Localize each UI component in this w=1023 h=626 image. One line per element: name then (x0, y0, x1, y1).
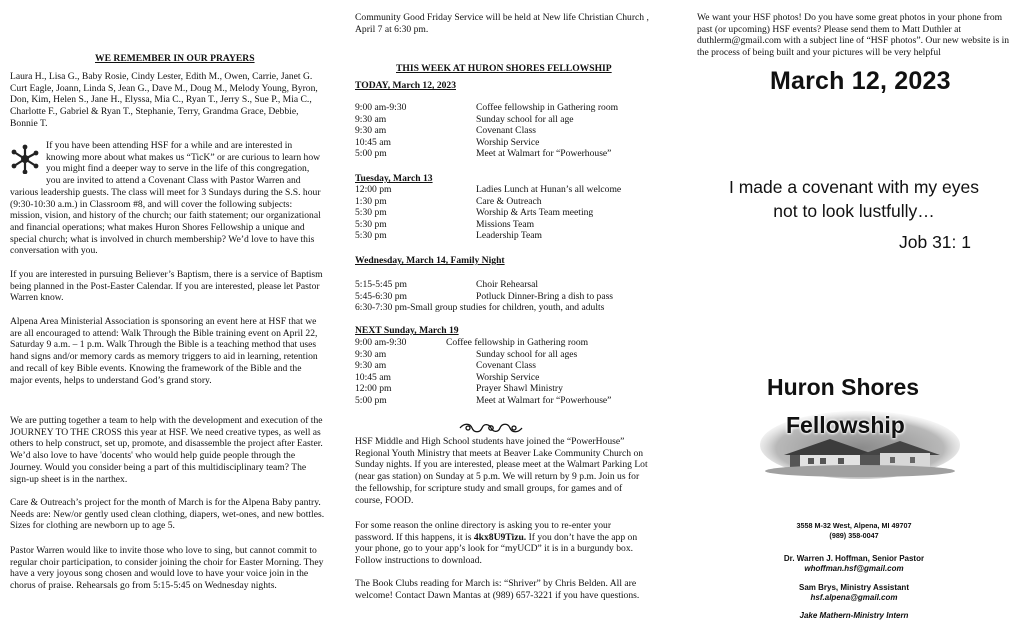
today-heading: TODAY, March 12, 2023 (355, 80, 457, 91)
care-outreach-notice: Care & Outreach’s project for the month of March is for the Alpena Baby pantry. Needs are: New/or gently used clean clothing, diapers, wet-ones, and new bottles. Sizes for clothing are newborn up to age 5. (10, 497, 325, 532)
good-friday-notice: Community Good Friday Service will be held at New life Christian Church , April 7 at 6:30 pm. (355, 12, 649, 35)
church-phone: (989) 358-0047 (829, 531, 879, 540)
schedule-row: 9:30 am Sunday school for all age (355, 113, 574, 125)
week-heading: THIS WEEK AT HURON SHORES FELLOWSHIP (396, 63, 612, 74)
journey-notice: We are putting together a team to help with the development and execution of the JOURNEY TO THE CROSS this year at HSF. We need creative types, as well as others to help construct, set up, promote, and disassemble the project after Easter. We’d also love to have 'docents' who would help guide people through the Journey. Would you consider being a part of this multidisciplinary team? The sign-up sheet is in the narthex. (10, 415, 323, 485)
schedule-row: 5:00 pm Meet at Walmart for “Powerhouse” (355, 394, 612, 406)
schedule-row: 5:30 pm Worship & Arts Team meeting (355, 207, 594, 219)
schedule-row: 12:00 pm Prayer Shawl Ministry (355, 383, 563, 395)
choir-notice: Pastor Warren would like to invite those who love to sing, but cannot commit to regular choir participation, to consider joining the choir for Easter Morning. They have a very joyous song chosen and would love to have your voice join in the chorus of praise. Rehearsals go from 5:15-5:45 on Wednesday nights. (10, 545, 324, 592)
ministerial-notice: Alpena Area Ministerial Association is sponsoring an event here at HSF that we are all encouraged to attend: Walk Through the Bible training event on April 22, Saturday 9 a.m. – 1 p.m. Walk Through the Bible is a teaching method that uses hand signs and/or memory cards as memory triggers to aid in learning, retention and recall of key Bible events. Knowing the framework of the Bible and the major events, helps to understand God’s grand story. (10, 316, 318, 386)
schedule-row: 10:45 am Worship Service (355, 371, 540, 383)
wednesday-heading: Wednesday, March 14, Family Night (355, 255, 505, 266)
ornament-divider-icon (458, 422, 524, 434)
schedule-row: 9:30 am Covenant Class (355, 125, 536, 137)
schedule-row: 10:45 am Worship Service (355, 136, 540, 148)
schedule-row: 9:30 am Covenant Class (355, 360, 536, 372)
schedule-row: 9:30 am Sunday school for all ages (355, 348, 578, 360)
staff-intern: Jake Mathern-Ministry Intern (799, 611, 909, 620)
church-name-line2: Fellowship (786, 412, 905, 438)
hands-circle-icon (10, 144, 40, 174)
photos-notice: We want your HSF photos! Do you have some great photos in your phone from past (or upcoming) HSF events? Please send them to Matt Duthler at duthlerm@gmail.com with a subject line of “HSF photos”. Our new website is in the process of being built and your pictures will be very helpful (697, 12, 1010, 59)
prayer-names: Laura H., Lisa G., Baby Rosie, Cindy Lester, Edith M., Owen, Carrie, Janet G. Curt Eagle, Joann, Linda S, Jean G., Dave M., Doug M., Melody Young, Byron, Don, Kim, Helen S., Jane H., Elyssa, Mia C., Ryan T., Jerry S., Sue P., Mia C., Charlotte F., Gabriel & Ryan T., Stephanie, Terry, Grandma Grace, Debbie, Bonnie T. (10, 71, 318, 129)
covenant-class-notice (10, 140, 325, 257)
staff-assistant: Sam Brys, Ministry Assistant hsf.alpena@gmail.com (697, 583, 1011, 603)
pastor-email: whoffman.hsf@gmail.com (804, 564, 904, 573)
scripture-reference: Job 31: 1 (899, 232, 971, 252)
tuesday-heading: Tuesday, March 13 (355, 173, 433, 184)
next-sunday-schedule (355, 337, 650, 407)
baptism-notice: If you are interested in pursuing Believer’s Baptism, there is a service of Baptism being planned in the Post-Easter Calendar. If you are interested, please let Pastor Warren know. (10, 269, 323, 304)
book-clubs-notice: The Book Clubs reading for March is: “Shriver” by Chris Belden. All are welcome! Contact Dawn Mantas at (989) 657-3221 if you have questions. (355, 578, 640, 601)
scripture-verse: I made a covenant with my eyes not to look lustfully… (729, 177, 979, 221)
tuesday-schedule (355, 184, 650, 242)
schedule-row: 5:30 pm Leadership Team (355, 230, 543, 242)
schedule-row: 5:00 pm Meet at Walmart for “Powerhouse” (355, 148, 612, 160)
schedule-row: 5:30 pm Missions Team (355, 218, 535, 230)
directory-password: 4kx8U9Tizu. (473, 531, 527, 543)
powerhouse-notice: HSF Middle and High School students have joined the “PowerHouse” Regional Youth Ministry that meets at Beaver Lake Community Church on Sunday nights. If you are interested, please meet at the Walmart Parking Lot (near gas station) on Sunday at 5 p.m. We will return by 9 p.m. Join us for the fellowship, for scripture study and small groups, for games and of course, FOOD. (355, 436, 648, 506)
staff-pastor: Dr. Warren J. Hoffman, Senior Pastor whoffman.hsf@gmail.com (697, 554, 1011, 574)
schedule-row: 12:00 pm Ladies Lunch at Hunan’s all welcome (355, 184, 622, 195)
directory-notice: For some reason the online directory is asking you to re-enter your password. If this happens, it is 4kx8U9Tizu. If you don’t have the app on your phone, go to your app’s look for “myUCD” it is in a burgundy box. Follow instructions to download. (355, 520, 638, 567)
church-address: 3558 M-32 West, Alpena, MI 49707 (796, 521, 912, 530)
wednesday-schedule (355, 279, 650, 314)
assistant-email: hsf.alpena@gmail.com (810, 593, 898, 602)
covenant-class-text: If you have been attending HSF for a while and are interested in knowing more about what makes us “TicK” or are curious to learn how you might find a deeper way to serve in the life of this congregation, you are invited to attend a Covenant Class with Pastor Warren and various leadership guests. The class will meet for 3 Sundays during the S.S. hour (9:30-10:30 a.m.) in Classroom #8, and will cover the following subjects: mission, vision, and history of the church; our faith statement; our organizational and financial operations; what makes Huron Shores Fellowship a unique and special church; what is involved in church membership? We’d love to have this conversation with you. (10, 140, 321, 257)
prayers-heading: WE REMEMBER IN OUR PRAYERS (95, 53, 255, 64)
next-sunday-heading: NEXT Sunday, March 19 (355, 325, 459, 336)
today-schedule (355, 102, 650, 160)
schedule-row: 6:30-7:30 pm-Small group studies for children, youth, and adults (355, 302, 605, 314)
schedule-row: 9:00 am-9:30 Coffee fellowship in Gathering room (355, 337, 589, 348)
schedule-row: 1:30 pm Care & Outreach (355, 195, 542, 207)
bulletin-date: March 12, 2023 (770, 67, 951, 95)
schedule-row: 5:45-6:30 pm Potluck Dinner-Bring a dish to pass (355, 290, 614, 302)
schedule-row: 9:00 am-9:30 Coffee fellowship in Gathering room (355, 102, 619, 113)
schedule-row: 5:15-5:45 pm Choir Rehearsal (355, 279, 539, 290)
church-name-line1: Huron Shores (767, 374, 920, 400)
